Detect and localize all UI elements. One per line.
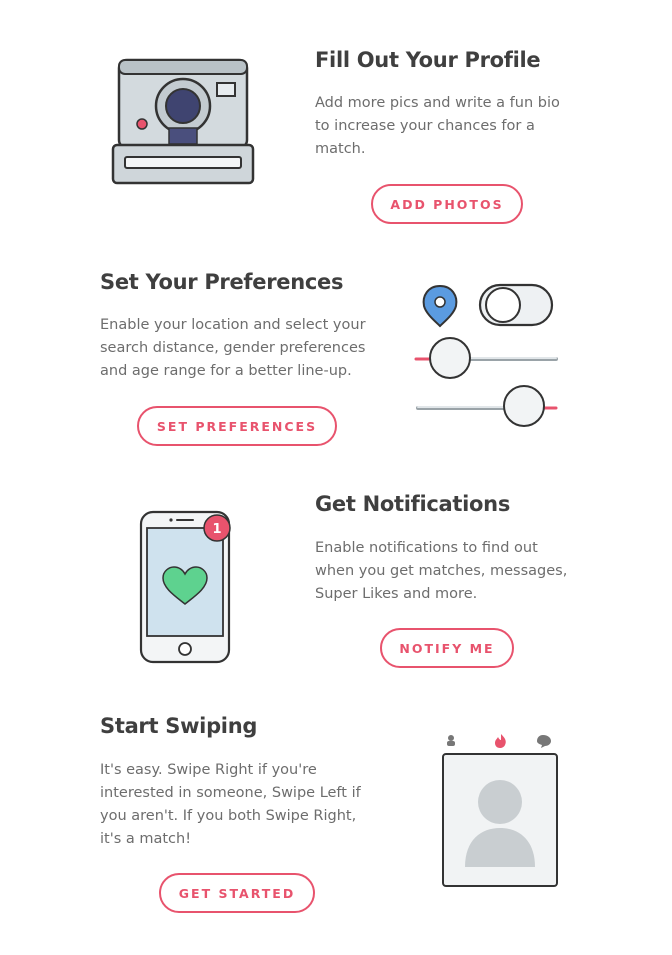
section-title: Start Swiping [100,714,258,738]
add-photos-button[interactable]: ADD PHOTOS [371,184,523,224]
set-preferences-button[interactable]: SET PREFERENCES [137,406,337,446]
notification-badge: 1 [212,522,222,537]
swipe-card-icon [435,732,565,892]
profile-nav-icon [447,735,455,746]
section-title: Fill Out Your Profile [315,48,541,72]
section-description: Add more pics and write a fun bio to increase your chances for a match. [315,95,560,157]
section-title: Set Your Preferences [100,270,344,294]
notify-me-button[interactable]: NOTIFY ME [380,628,514,668]
chat-nav-icon [537,735,551,748]
flame-icon [495,734,506,748]
section-title: Get Notifications [315,492,511,516]
section-description: Enable your location and select your search distance, gender preferences and age range for a better line-up. [100,317,366,379]
section-description: Enable notifications to find out when you get matches, messages, Super Likes and more. [315,540,568,602]
section-description: It's easy. Swipe Right if you're interested in someone, Swipe Left if you aren't. If you both Swipe Right, it's a match! [100,762,361,847]
get-started-button[interactable]: GET STARTED [159,873,315,913]
